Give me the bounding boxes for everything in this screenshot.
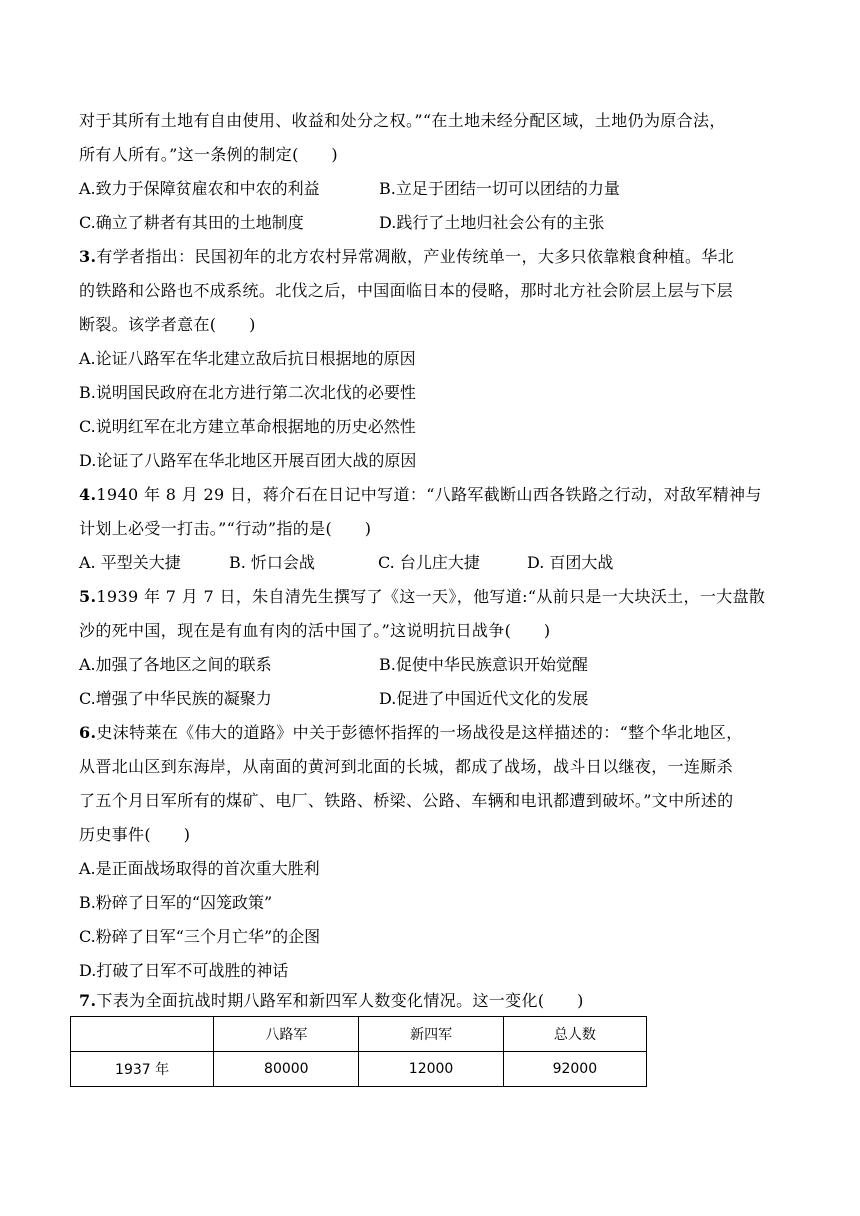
- q5-line-1: [79, 586, 765, 608]
- q5-option-d: D.促进了中国近代文化的发展: [379, 689, 589, 708]
- q3-line-2: 的铁路和公路也不成系统。北伐之后，中国面临日本的侵略，那时北方社会阶层上层与下层: [79, 281, 734, 300]
- troop-count-table: [70, 1016, 647, 1087]
- table-row: [71, 1052, 647, 1087]
- q4-number: 4.: [79, 485, 97, 504]
- q3-line-3: 断裂。该学者意在( ): [79, 315, 256, 334]
- q5-option-b: B.促使中华民族意识开始觉醒: [379, 655, 588, 674]
- table-cell: 1937 年: [71, 1052, 214, 1087]
- q3-text-1: 有学者指出：民国初年的北方农村异常凋敝，产业传统单一，大多只依靠粮食种植。华北: [96, 247, 735, 266]
- q6-option-b: B.粉碎了日军的“囚笼政策”: [79, 893, 273, 912]
- q6-line-1: [79, 722, 743, 744]
- q5-option-c: C.增强了中华民族的凝聚力: [79, 689, 272, 708]
- q4-option-c: C. 台儿庄大捷: [378, 553, 480, 572]
- q3-option-a: A.论证八路军在华北建立敌后抗日根据地的原因: [79, 349, 416, 368]
- q3-number: 3.: [79, 247, 97, 266]
- q3-option-d: D.论证了八路军在华北地区开展百团大战的原因: [79, 451, 417, 470]
- q4-line-1: [79, 484, 762, 506]
- q7-text-1: 下表为全面抗战时期八路军和新四军人数变化情况。这一变化( ): [96, 991, 584, 1010]
- table-cell: 80000: [214, 1052, 359, 1087]
- table-header-cell: [71, 1017, 214, 1052]
- q6-number: 6.: [79, 723, 97, 742]
- q2-option-b: B.立足于团结一切可以团结的力量: [379, 179, 620, 198]
- q2-line-2: 所有人所有。”这一条例的制定( ): [79, 145, 338, 164]
- q4-text-1: 1940 年 8 月 29 日，蒋介石在日记中写道：“八路军截断山西各铁路之行动，对敌军精神与: [96, 485, 762, 504]
- q7-number: 7.: [79, 991, 97, 1010]
- q2-line-1: 对于其所有土地有自由使用、收益和处分之权。”“在土地未经分配区域，土地仍为原合法，: [79, 111, 726, 130]
- q3-line-1: [79, 246, 734, 268]
- q2-option-a: A.致力于保障贫雇农和中农的利益: [79, 179, 320, 198]
- q6-line-4: 历史事件( ): [79, 825, 191, 844]
- table-header-cell: 总人数: [503, 1017, 646, 1052]
- q4-line-2: 计划上必受一打击。”“行动”指的是( ): [79, 519, 372, 538]
- table-header-row: [71, 1017, 647, 1052]
- q5-line-2: 沙的死中国，现在是有血有肉的活中国了。”这说明抗日战争( ): [79, 621, 551, 640]
- q6-option-c: C.粉碎了日军“三个月亡华”的企图: [79, 927, 321, 946]
- q6-line-3: 了五个月日军所有的煤矿、电厂、铁路、桥梁、公路、车辆和电讯都遭到破坏。”文中所述的: [79, 791, 734, 810]
- q3-option-b: B.说明国民政府在北方进行第二次北伐的必要性: [79, 383, 416, 402]
- table-header-cell: 八路军: [214, 1017, 359, 1052]
- table-cell: 92000: [503, 1052, 646, 1087]
- q2-option-c: C.确立了耕者有其田的土地制度: [79, 213, 304, 232]
- q6-option-d: D.打破了日军不可战胜的神话: [79, 961, 289, 980]
- table-cell: 12000: [359, 1052, 503, 1087]
- table-header-cell: 新四军: [359, 1017, 503, 1052]
- q6-text-1: 史沫特莱在《伟大的道路》中关于彭德怀指挥的一场战役是这样描述的：“整个华北地区，: [96, 723, 743, 742]
- q7-line-1: [79, 990, 584, 1012]
- q6-option-a: A.是正面战场取得的首次重大胜利: [79, 859, 320, 878]
- q5-option-a: A.加强了各地区之间的联系: [79, 655, 272, 674]
- q6-line-2: 从晋北山区到东海岸，从南面的黄河到北面的长城，都成了战场，战斗日以继夜，一连厮杀: [79, 757, 734, 776]
- q4-option-b: B. 忻口会战: [229, 553, 315, 572]
- q5-number: 5.: [79, 587, 97, 606]
- q5-text-1: 1939 年 7 月 7 日，朱自清先生撰写了《这一天》，他写道:“从前只是一大块沃土，一大盘散: [96, 587, 766, 606]
- q4-option-d: D. 百团大战: [527, 553, 614, 572]
- q2-option-d: D.践行了土地归社会公有的主张: [379, 213, 605, 232]
- q3-option-c: C.说明红军在北方建立革命根据地的历史必然性: [79, 417, 416, 436]
- q4-option-a: A. 平型关大捷: [79, 553, 181, 572]
